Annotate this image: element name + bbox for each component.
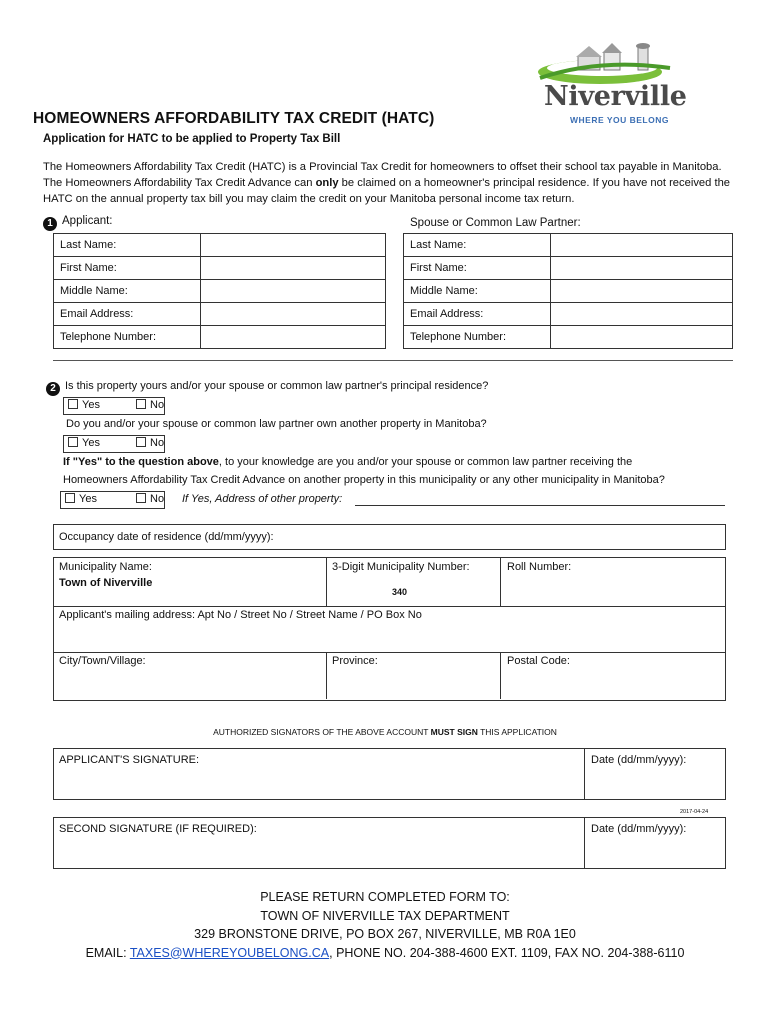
no-label: No [150, 437, 165, 449]
field-label: First Name: [404, 257, 551, 280]
checkbox-icon [68, 437, 78, 447]
field-label: Middle Name: [54, 280, 201, 303]
field-label: Telephone Number: [404, 326, 551, 349]
divider [584, 817, 585, 868]
footer-contact [0, 944, 770, 963]
logo-wordmark: Niverville [544, 81, 687, 112]
niverville-logo [530, 38, 700, 130]
footer-line-2: TOWN OF NIVERVILLE TAX DEPARTMENT [260, 908, 510, 923]
email-prefix: EMAIL: [85, 945, 130, 960]
checkbox-icon [136, 437, 146, 447]
field-label: Telephone Number: [54, 326, 201, 349]
notice-emphasis: MUST SIGN [430, 727, 478, 737]
checkbox-icon [136, 493, 146, 503]
table-row [54, 280, 386, 303]
spouse-middle-name-input[interactable] [551, 280, 733, 303]
yes-label: Yes [82, 399, 100, 411]
email-link[interactable]: TAXES@WHEREYOUBELONG.CA [129, 945, 330, 960]
q1-yes-checkbox[interactable] [68, 399, 100, 411]
roll-number-input[interactable] [502, 572, 722, 604]
section-number-2: 2 [46, 382, 60, 396]
municipality-number-value: 340 [392, 587, 408, 597]
applicant-first-name-input[interactable] [201, 257, 386, 280]
field-label: Last Name: [54, 234, 201, 257]
divider [53, 652, 725, 653]
spouse-email-input[interactable] [551, 303, 733, 326]
postal-code-label: Postal Code: [507, 655, 570, 667]
question-2-text: Do you and/or your spouse or common law partner own another property in Manitoba? [66, 418, 487, 430]
intro-line-2 [43, 175, 733, 207]
table-row [54, 234, 386, 257]
question-3-rest: , to your knowledge are you and/or your spouse or common law partner receiving the [218, 456, 633, 468]
form-title: HOMEOWNERS AFFORDABILITY TAX CREDIT (HATC) [33, 110, 435, 127]
second-date-input[interactable] [586, 839, 722, 865]
section-divider [53, 360, 733, 361]
section-number-1: 1 [43, 217, 57, 231]
no-label: No [150, 399, 165, 411]
second-signature-label: SECOND SIGNATURE (IF REQUIRED): [59, 823, 257, 835]
field-label: Email Address: [404, 303, 551, 326]
municipality-number-label: 3-Digit Municipality Number: [332, 561, 470, 573]
table-row [404, 303, 733, 326]
second-date-label: Date (dd/mm/yyyy): [591, 823, 687, 835]
q2-yes-checkbox[interactable] [68, 437, 100, 449]
table-row [54, 303, 386, 326]
applicant-telephone-input[interactable] [201, 326, 386, 349]
table-row [404, 234, 733, 257]
return-instructions [0, 888, 770, 962]
footer-line-3: 329 BRONSTONE DRIVE, PO BOX 267, NIVERVILLE, MB R0A 1E0 [194, 927, 576, 941]
yes-label: Yes [79, 493, 97, 505]
question-1-text: Is this property yours and/or your spouse or common law partner's principal residence? [65, 380, 489, 392]
applicant-heading [43, 215, 113, 231]
q3-yes-checkbox[interactable] [65, 493, 97, 505]
table-row [404, 326, 733, 349]
province-label: Province: [332, 655, 378, 667]
table-row [404, 257, 733, 280]
notice-part-c: THIS APPLICATION [477, 727, 557, 737]
spouse-first-name-input[interactable] [551, 257, 733, 280]
spouse-telephone-input[interactable] [551, 326, 733, 349]
other-address-input[interactable] [355, 505, 725, 506]
occupancy-label: Occupancy date of residence (dd/mm/yyyy): [59, 531, 274, 543]
applicant-signature-label: APPLICANT'S SIGNATURE: [59, 754, 200, 766]
city-label: City/Town/Village: [59, 655, 146, 667]
contact-rest: , PHONE NO. 204-388-4600 EXT. 1109, FAX NO. 204-388-6110 [329, 945, 685, 960]
roll-number-label: Roll Number: [507, 561, 572, 573]
municipality-name-label: Municipality Name: [59, 561, 152, 573]
other-address-label: If Yes, Address of other property: [182, 493, 343, 505]
mailing-address-input[interactable] [55, 624, 723, 650]
intro-text [43, 159, 733, 207]
spouse-heading: Spouse or Common Law Partner: [410, 217, 581, 229]
form-subtitle: Application for HATC to be applied to Property Tax Bill [43, 133, 341, 145]
intro-part-c: be claimed on a homeowner's principal residence. If you have not received the HATC on the annual property tax bill you may claim the credit on your Manitoba personal income tax return. [43, 177, 731, 205]
divider [500, 652, 501, 699]
q2-no-checkbox[interactable] [136, 437, 164, 449]
applicant-middle-name-input[interactable] [201, 280, 386, 303]
divider [53, 606, 725, 607]
municipality-name-value: Town of Niverville [59, 577, 153, 589]
question-3-bold: If "Yes" to the question above [63, 456, 219, 468]
second-signature-input[interactable] [55, 839, 582, 865]
intro-emphasis: only [315, 177, 339, 189]
divider [326, 652, 327, 699]
no-label: No [150, 493, 165, 505]
applicant-heading-label: Applicant: [62, 215, 113, 227]
footer-line-1: PLEASE RETURN COMPLETED FORM TO: [260, 890, 510, 904]
field-label: First Name: [54, 257, 201, 280]
logo-tagline: WHERE YOU BELONG [570, 115, 669, 125]
table-row [54, 257, 386, 280]
applicant-date-label: Date (dd/mm/yyyy): [591, 754, 687, 766]
applicant-email-input[interactable] [201, 303, 386, 326]
checkbox-icon [136, 399, 146, 409]
table-row [404, 280, 733, 303]
form-revision-date: 2017-04-24 [680, 809, 709, 815]
signature-notice [0, 727, 770, 737]
divider [500, 557, 501, 606]
question-3-line-1 [63, 456, 632, 468]
applicant-last-name-input[interactable] [201, 234, 386, 257]
intro-line-1: The Homeowners Affordability Tax Credit (HATC) is a Provincial Tax Credit for homeowners to offset their school tax payable in Manitoba. [43, 161, 722, 173]
applicant-date-input[interactable] [586, 770, 722, 796]
question-principal-residence [46, 380, 488, 396]
intro-part-a: The Homeowners Affordability Tax Credit Advance can [43, 177, 316, 189]
notice-part-a: AUTHORIZED SIGNATORS OF THE ABOVE ACCOUNT [213, 727, 431, 737]
applicant-signature-input[interactable] [55, 770, 582, 796]
mailing-address-label: Applicant's mailing address: Apt No / Street No / Street Name / PO Box No [59, 609, 422, 621]
table-row [54, 326, 386, 349]
field-label: Middle Name: [404, 280, 551, 303]
q3-no-checkbox[interactable] [136, 493, 164, 505]
divider [326, 557, 327, 606]
q1-no-checkbox[interactable] [136, 399, 164, 411]
question-3-line-2: Homeowners Affordability Tax Credit Advance on another property in this municipality or any other municipality in Manitoba? [63, 474, 665, 486]
spouse-table [403, 233, 733, 349]
spouse-last-name-input[interactable] [551, 234, 733, 257]
yes-label: Yes [82, 437, 100, 449]
divider [584, 748, 585, 799]
applicant-table [53, 233, 386, 349]
field-label: Last Name: [404, 234, 551, 257]
checkbox-icon [68, 399, 78, 409]
field-label: Email Address: [54, 303, 201, 326]
checkbox-icon [65, 493, 75, 503]
